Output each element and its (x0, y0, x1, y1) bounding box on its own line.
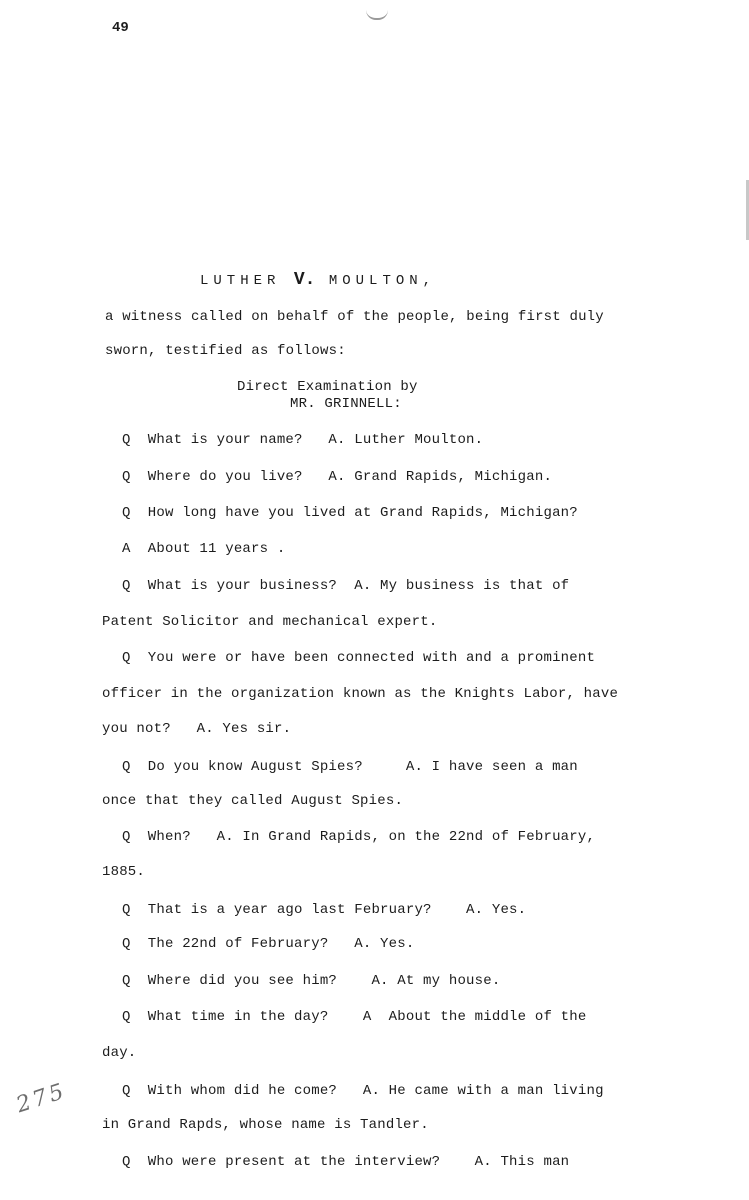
examination-heading: Direct Examination by (237, 379, 418, 395)
testimony-line: Q What is your name? A. Luther Moulton. (122, 432, 484, 448)
examiner-name: MR. GRINNELL: (290, 396, 402, 412)
scan-artifact (366, 10, 388, 20)
witness-name-heading (200, 272, 436, 289)
witness-first-name: LUTHER (200, 273, 281, 289)
testimony-line: Q You were or have been connected with and a prominent (122, 650, 596, 666)
testimony-line: Q Do you know August Spies? A. I have seen a man (122, 759, 578, 775)
testimony-line: Q Where do you live? A. Grand Rapids, Michigan. (122, 469, 553, 485)
testimony-line: Q Who were present at the interview? A. This man (122, 1154, 570, 1170)
page-number: 49 (112, 20, 129, 36)
testimony-line: Q What is your business? A. My business is that of (122, 578, 570, 594)
testimony-line: officer in the organization known as the Knights Labor, have (102, 686, 619, 702)
testimony-line: you not? A. Yes sir. (102, 721, 292, 737)
testimony-line: Q With whom did he come? A. He came with a man living (122, 1083, 604, 1099)
testimony-line: A About 11 years . (122, 541, 286, 557)
testimony-line: Q The 22nd of February? A. Yes. (122, 936, 415, 952)
testimony-line: once that they called August Spies. (102, 793, 404, 809)
testimony-line: Q When? A. In Grand Rapids, on the 22nd of February, (122, 829, 596, 845)
witness-last-name: MOULTON, (328, 273, 437, 289)
testimony-line: 1885. (102, 864, 146, 880)
testimony-line: Q Where did you see him? A. At my house. (122, 973, 501, 989)
testimony-line: in Grand Rapds, whose name is Tandler. (102, 1117, 429, 1133)
testimony-line: Q That is a year ago last February? A. Yes. (122, 902, 527, 918)
intro-line-1: a witness called on behalf of the people, being first duly (105, 309, 604, 325)
handwritten-margin-note: 275 (13, 1078, 70, 1119)
testimony-line: Patent Solicitor and mechanical expert. (102, 614, 438, 630)
testimony-line: Q How long have you lived at Grand Rapids, Michigan? (122, 505, 578, 521)
testimony-line: day. (102, 1045, 137, 1061)
testimony-line: Q What time in the day? A About the middle of the (122, 1009, 587, 1025)
intro-line-2: sworn, testified as follows: (105, 343, 346, 359)
middle-initial-mark: V. (293, 270, 316, 290)
